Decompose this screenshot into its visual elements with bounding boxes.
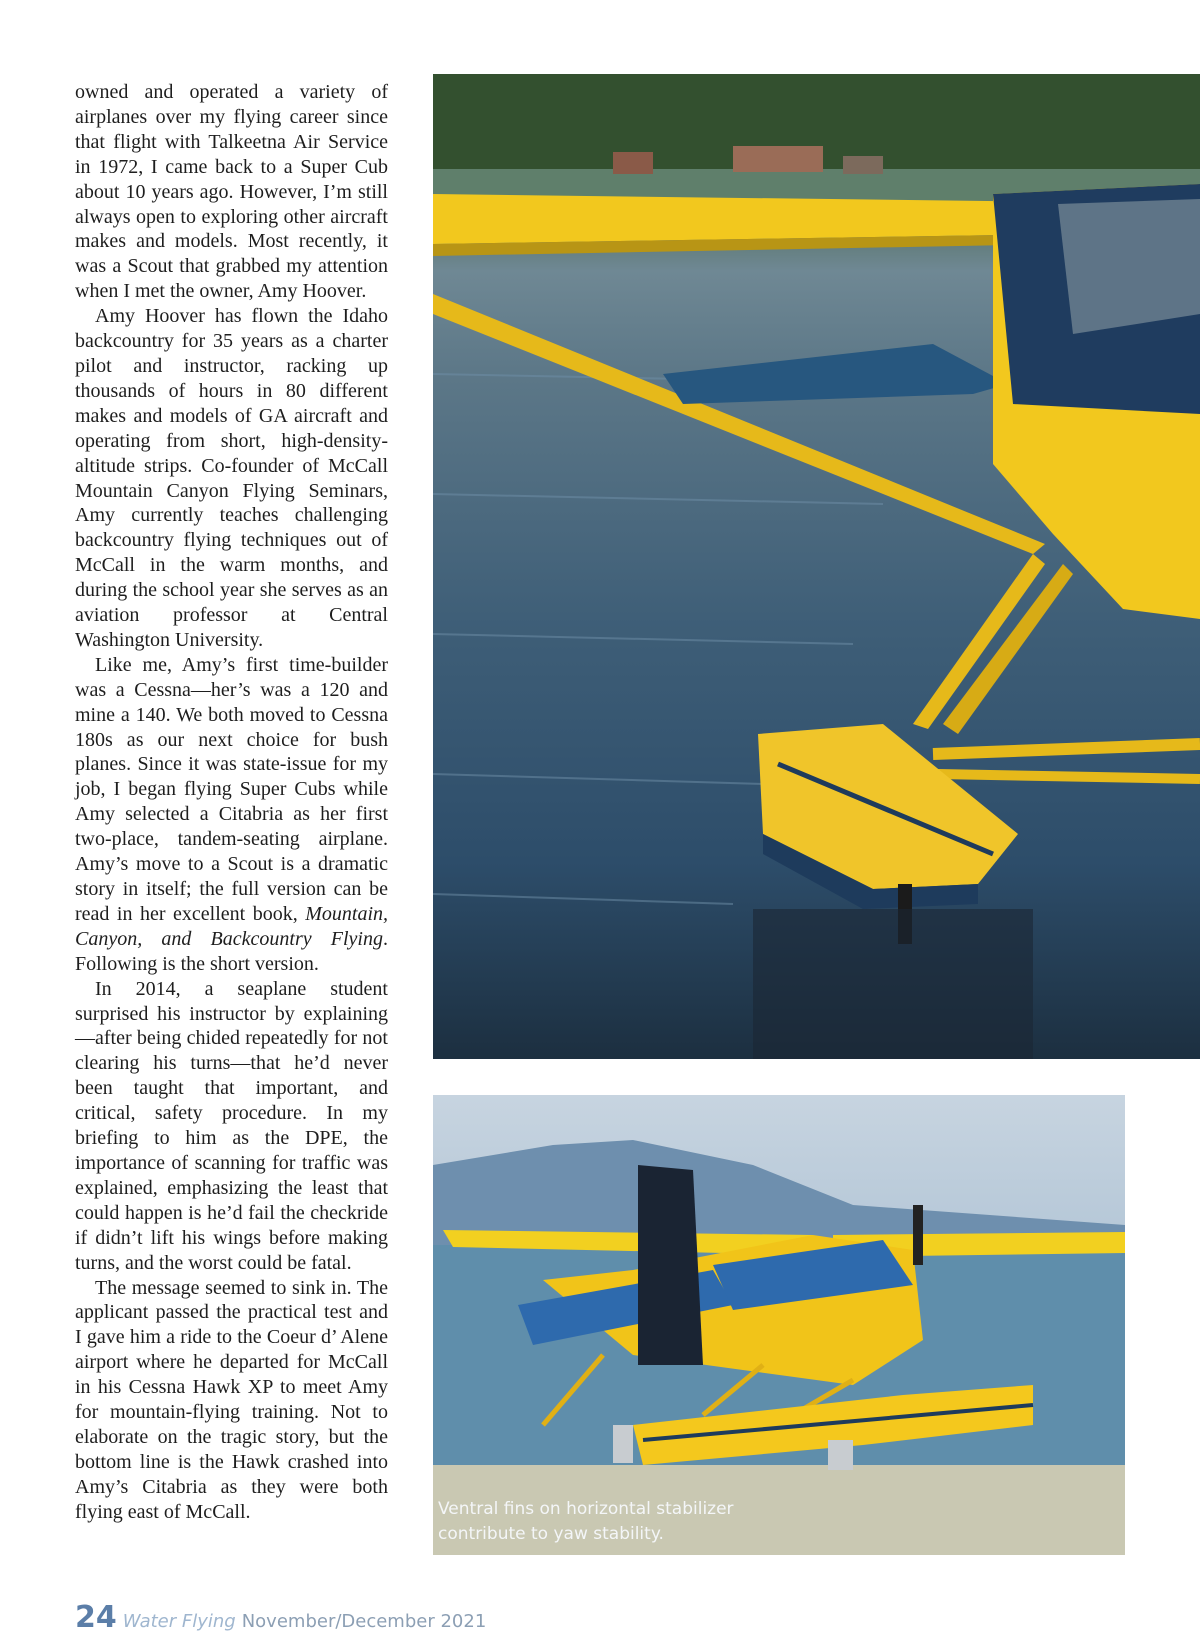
paragraph-4: In 2014, a seaplane student surprised his instructor by explaining—after being chided repeatedly for not clearing his turns—that he’d never been taught that important, and critical, safety procedure. In my briefing to him as the DPE, the importance of scanning for traffic was explained, emphasizing the least that could happen is he’d fail the checkride if didn’t lift his wings before making turns, and the worst could be fatal. [75,977,388,1274]
caption-line-2: contribute to yaw stability. [438,1524,664,1544]
paragraph-5: The message seemed to sink in. The applicant passed the practical test and I gave him a ride to the Coeur d’ Alene airport where he departed for McCall in his Cessna Hawk XP to meet Amy for mountain-flying training. Not to elaborate on the tragic story, but the bottom line is the Hawk crashed into Amy’s Citabria as they were both flying east of McCall. [75,1276,388,1523]
paragraph-3-tail: . Following is the short version. [75,927,388,975]
book-title: Mountain, Canyon, and Backcountry Flying [75,902,389,950]
seaplane-closeup-illustration [433,74,1200,1059]
caption-line-1: Ventral fins on horizontal stabilizer [438,1499,734,1519]
scout-on-beach-photo [433,1095,1125,1555]
paragraph-3 [75,653,388,977]
magazine-title: Water Flying [122,1611,236,1632]
issue-date: November/December 2021 [241,1611,487,1632]
paragraph-2: Amy Hoover has flown the Idaho backcountry for 35 years as a charter pilot and instructor, racking up thousands of hours in 80 different makes and models of GA aircraft and operating from short, high-density-altitude strips. Co-founder of McCall Mountain Canyon Flying Seminars, Amy currently teaches challenging backcountry flying techniques out of McCall in the warm months, and during the school year she serves as an aviation professor at Central Washington University. [75,305,388,651]
photo-caption [438,1497,778,1547]
article-text-column [75,80,388,1525]
paragraph-3-text: Like me, Amy’s first time-builder was a Cessna—her’s was a 120 and mine a 140. We both moved to Cessna 180s as our next choice for bush planes. Since it was state-issue for my job, I began flying Super Cubs while Amy selected a Citabria as her first two-place, tandem-seating airplane. Amy’s move to a Scout is a dramatic story in itself; the full version can be read in her excellent book, [75,653,388,925]
page-number: 24 [75,1600,117,1635]
paragraph-1: owned and operated a variety of airplanes over my flying career since that flight with Talkeetna Air Service in 1972, I came back to a Super Cub about 10 years ago. However, I’m still always open to exploring other aircraft makes and models. Most recently, it was a Scout that grabbed my attention when I met the owner, Amy Hoover. [75,81,388,303]
page-footer [75,1600,486,1634]
seaplane-closeup-photo [433,74,1200,1059]
scout-on-beach-illustration [433,1095,1125,1555]
